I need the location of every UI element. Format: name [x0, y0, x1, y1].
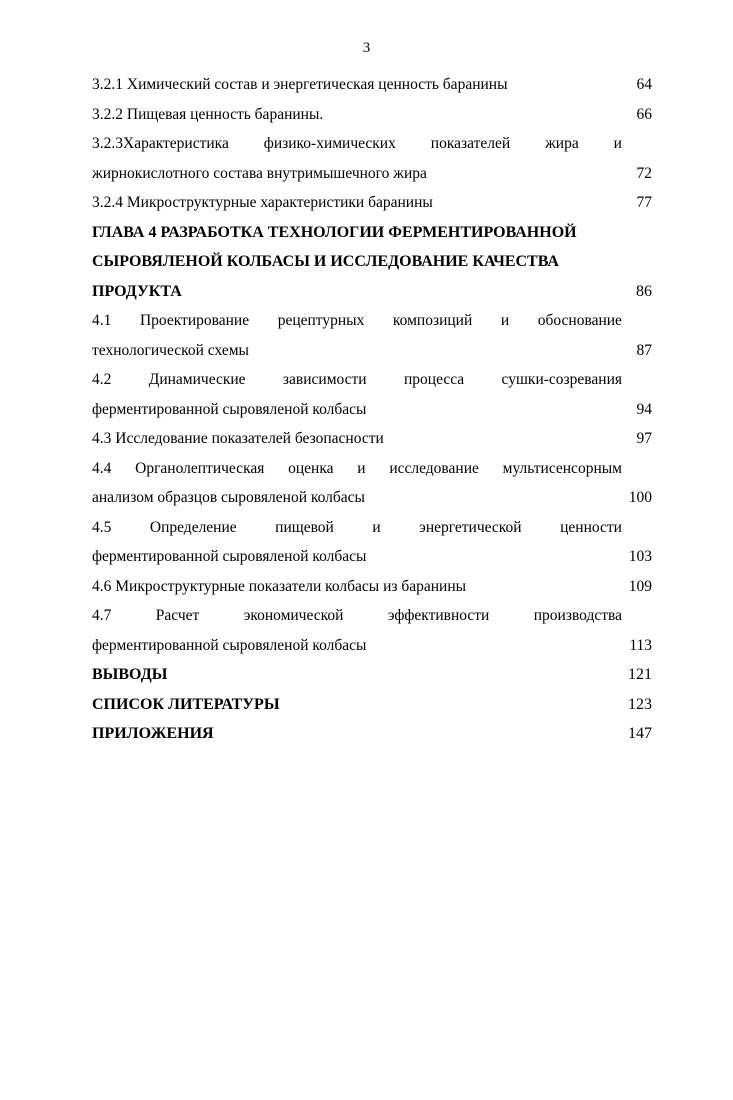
toc-entry-page: 97: [636, 430, 652, 447]
word: пищевой: [275, 518, 334, 536]
toc-entry-page: 123: [628, 695, 652, 713]
toc-entry-4-4[interactable]: [92, 454, 652, 513]
word: Расчет: [155, 607, 200, 624]
toc-entry-page: 113: [629, 636, 652, 654]
toc-entry-4-3[interactable]: [92, 424, 652, 454]
word: жира: [545, 135, 579, 152]
toc-entry-page: 147: [628, 725, 652, 742]
word: экономической: [243, 607, 344, 624]
toc-entry-4-2[interactable]: [92, 365, 652, 424]
word: исследование: [389, 459, 479, 477]
toc-entry-4-5[interactable]: [92, 513, 652, 572]
toc-entry-page: 64: [636, 76, 652, 93]
toc-section-title: ПРИЛОЖЕНИЯ: [92, 725, 214, 742]
toc-entry-conclusions[interactable]: [92, 660, 652, 690]
word: 4.5: [92, 518, 112, 536]
toc-entry-title-line2: анализом образцов сыровяленой колбасы: [92, 489, 365, 506]
word: 4.7: [92, 607, 112, 624]
toc-entry-page: 94: [636, 400, 652, 418]
toc-entry-page: 66: [636, 105, 652, 123]
word: 4.4: [92, 459, 112, 477]
toc-entry-page: 72: [636, 164, 652, 182]
word: показателей: [430, 135, 511, 152]
toc-entry-page: 103: [628, 548, 652, 565]
toc-entry-page: 87: [636, 341, 652, 359]
toc-entry-page: 100: [628, 489, 652, 506]
toc-entry-page: 86: [636, 282, 652, 300]
word: Проектирование: [139, 312, 250, 329]
toc-entry-title-line1: [92, 601, 622, 631]
toc-entry-appendices[interactable]: [92, 719, 652, 749]
word: оценка: [288, 459, 334, 477]
toc-entry-page: 77: [636, 194, 652, 211]
toc-entry-title-line1: [92, 454, 622, 484]
toc-entry-title: 3.2.4 Микроструктурные характеристики баранины: [92, 194, 433, 211]
toc-entry-title-line2: жирнокислотного состава внутримышечного жира: [92, 164, 427, 182]
toc-entry-4-1[interactable]: [92, 306, 652, 365]
toc-entry-4-7[interactable]: [92, 601, 652, 660]
toc-chapter-title-line1: ГЛАВА 4 РАЗРАБОТКА ТЕХНОЛОГИИ ФЕРМЕНТИРОВАННОЙ: [92, 223, 577, 241]
word: энергетической: [419, 518, 522, 536]
toc-entry-references[interactable]: [92, 690, 652, 720]
word: зависимости: [282, 371, 367, 388]
word: композиций: [392, 312, 473, 329]
toc-entry-3-2-3[interactable]: [92, 129, 652, 188]
toc-entry-3-2-2[interactable]: [92, 100, 652, 130]
word: Динамические: [148, 371, 246, 388]
word: физико-химических: [263, 135, 396, 152]
toc-entry-title-line2: ферментированной сыровяленой колбасы: [92, 400, 367, 418]
word: ценности: [560, 518, 622, 536]
toc-entry-title-line2: технологической схемы: [92, 341, 249, 359]
toc-entry-title: 4.3 Исследование показателей безопасности: [92, 430, 384, 447]
word: и: [500, 312, 510, 329]
word: процесса: [403, 371, 465, 388]
table-of-contents: [92, 70, 652, 749]
toc-chapter-title-line3: ПРОДУКТА: [92, 282, 182, 300]
word: и: [372, 518, 381, 536]
word: 3.2.3Характеристика: [92, 135, 229, 152]
word: мультисенсорным: [502, 459, 622, 477]
word: 4.2: [92, 371, 112, 388]
word: и: [357, 459, 366, 477]
toc-section-title: СПИСОК ЛИТЕРАТУРЫ: [92, 695, 280, 713]
word: 4.1: [92, 312, 112, 329]
toc-entry-4-6[interactable]: [92, 572, 652, 602]
toc-section-title: ВЫВОДЫ: [92, 666, 168, 683]
page-number: 3: [362, 40, 371, 56]
toc-entry-title: 3.2.1 Химический состав и энергетическая ценность баранины: [92, 76, 508, 93]
word: обоснование: [537, 312, 622, 329]
word: рецептурных: [277, 312, 365, 329]
toc-entry-title-line1: [92, 513, 622, 543]
toc-entry-title-line2: ферментированной сыровяленой колбасы: [92, 548, 367, 565]
toc-chapter-title-line2: СЫРОВЯЛЕНОЙ КОЛБАСЫ И ИССЛЕДОВАНИЕ КАЧЕСТВА: [92, 253, 559, 270]
word: Органолептическая: [135, 459, 265, 477]
toc-entry-title-line1: [92, 365, 622, 395]
toc-entry-title-line2: ферментированной сыровяленой колбасы: [92, 636, 367, 654]
toc-entry-3-2-4[interactable]: [92, 188, 652, 218]
word: и: [613, 135, 622, 152]
toc-entry-page: 121: [628, 666, 652, 683]
word: производства: [533, 607, 622, 624]
toc-entry-chapter-4[interactable]: [92, 218, 652, 307]
toc-entry-title-line1: [92, 129, 622, 159]
word: эффективности: [387, 607, 490, 624]
toc-entry-title: 4.6 Микроструктурные показатели колбасы из баранины: [92, 577, 467, 595]
toc-entry-title: 3.2.2 Пищевая ценность баранины.: [92, 105, 324, 123]
word: сушки-созревания: [501, 371, 622, 388]
toc-entry-3-2-1[interactable]: [92, 70, 652, 100]
toc-entry-title-line1: [92, 306, 622, 336]
toc-entry-page: 109: [628, 577, 652, 595]
word: Определение: [149, 518, 237, 536]
